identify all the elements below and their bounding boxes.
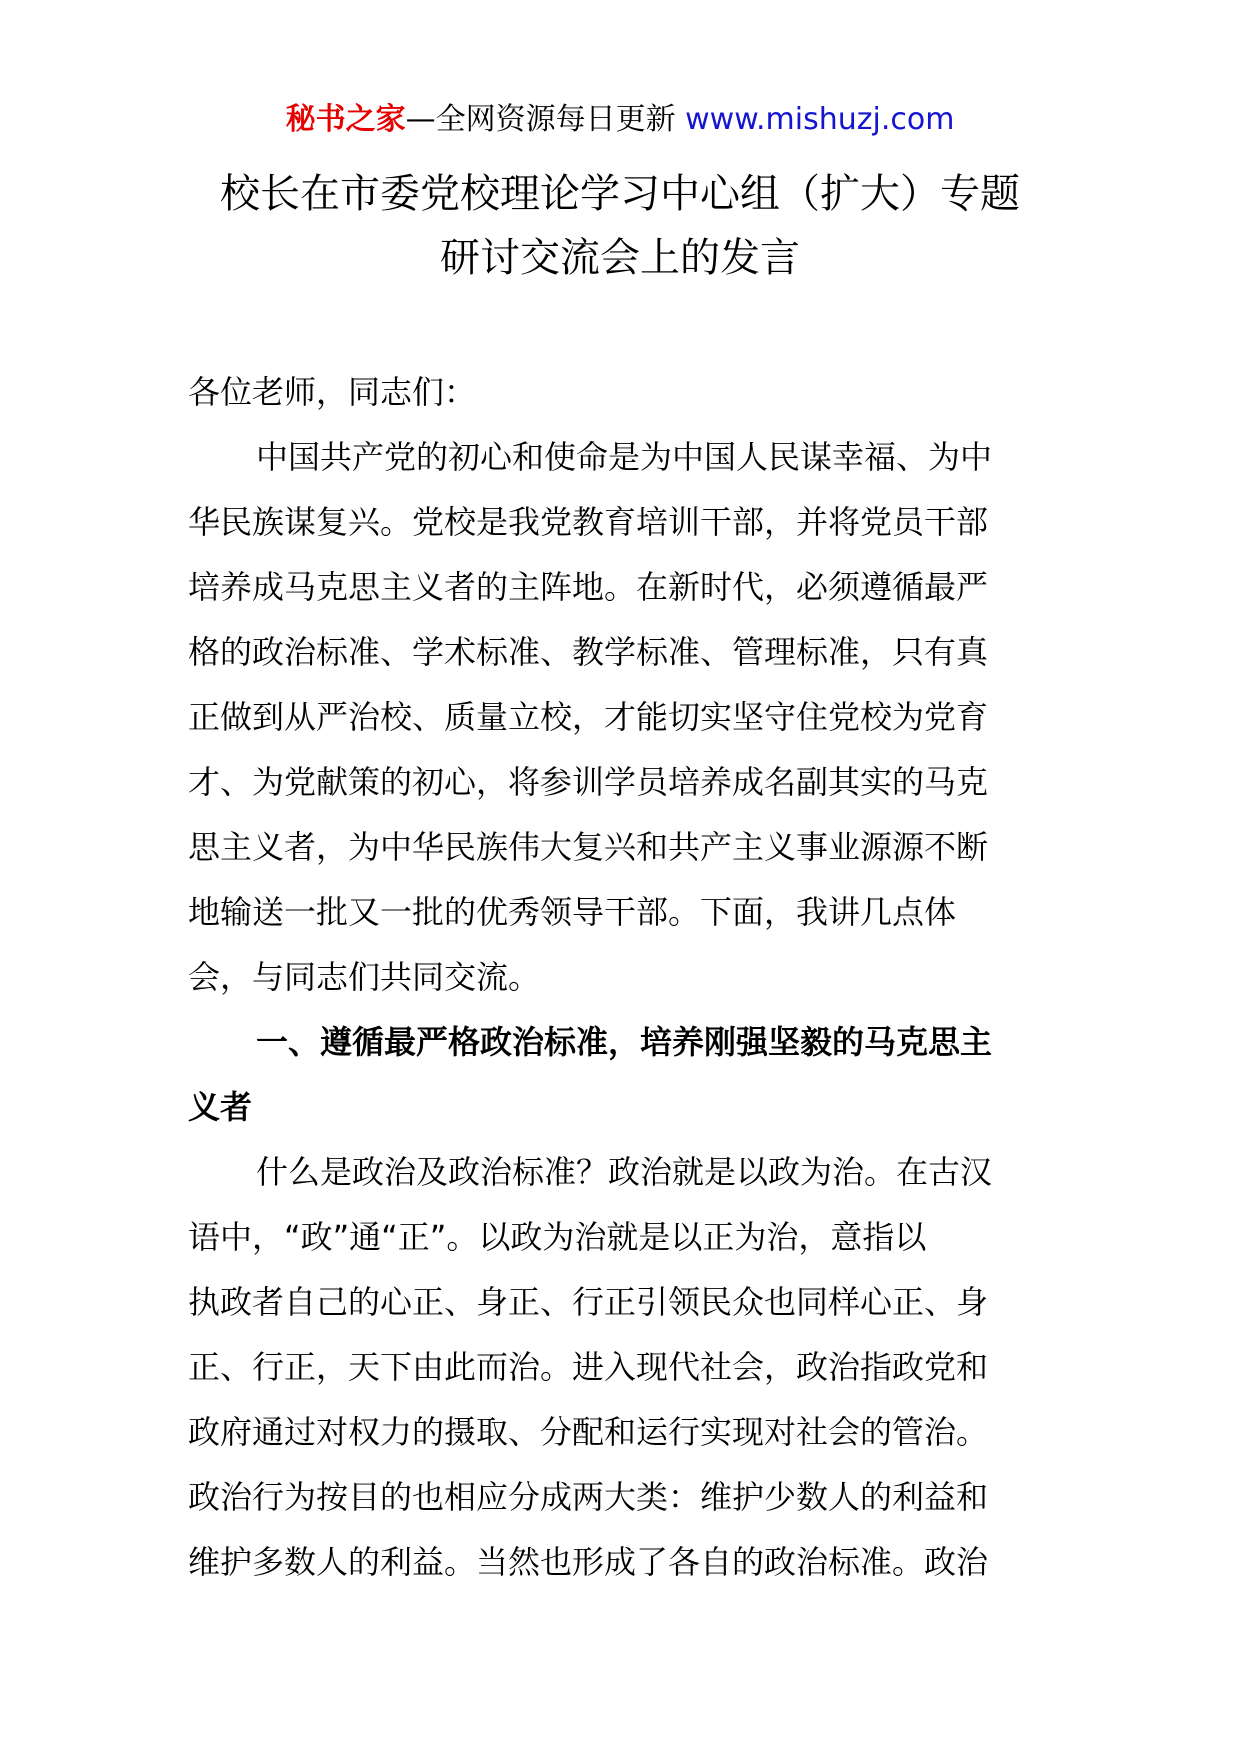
document-title: [150, 162, 1090, 290]
title-line-1: 校长在市委党校理论学习中心组（扩大）专题: [220, 171, 1020, 217]
text-line: 执政者自己的心正、身正、行正引领民众也同样心正、身: [188, 1283, 989, 1321]
text-line: 正做到从严治校、质量立校，才能切实坚守住党校为党育: [188, 698, 989, 736]
salutation: 各位老师，同志们：: [188, 373, 477, 411]
header-slogan: —全网资源每日更新: [405, 102, 686, 137]
text-line: 政府通过对权力的摄取、分配和运行实现对社会的管治。: [188, 1413, 989, 1451]
text-line: 维护多数人的利益。当然也形成了各自的政治标准。政治: [188, 1543, 989, 1581]
text-line: 培养成马克思主义者的主阵地。在新时代，必须遵循最严: [188, 568, 989, 606]
paragraph-intro: [188, 425, 1058, 1010]
title-line-2: 研讨交流会上的发言: [440, 235, 800, 281]
text-line: 地输送一批又一批的优秀领导干部。下面，我讲几点体: [188, 893, 957, 931]
document-body: [188, 360, 1058, 1595]
text-line: 华民族谋复兴。党校是我党教育培训干部，并将党员干部: [188, 503, 989, 541]
text-line: 思主义者，为中华民族伟大复兴和共产主义事业源源不断: [188, 828, 989, 866]
section-heading-1: [188, 1010, 1058, 1140]
site-header: [0, 100, 1240, 140]
text-line: 格的政治标准、学术标准、教学标准、管理标准，只有真: [188, 633, 989, 671]
text-line: 正、行正，天下由此而治。进入现代社会，政治指政党和: [188, 1348, 989, 1386]
brand-name: 秘书之家: [285, 102, 406, 137]
text-line: 什么是政治及政治标准？政治就是以政为治。在古汉: [256, 1153, 993, 1191]
paragraph-politics: [188, 1140, 1058, 1595]
heading-line: 一、遵循最严格政治标准，培养刚强坚毅的马克思主: [256, 1023, 993, 1061]
text-line: 政治行为按目的也相应分成两大类：维护少数人的利益和: [188, 1478, 989, 1516]
text-line: 语中，“政”通“正”。以政为治就是以正为治，意指以: [188, 1218, 927, 1256]
text-line: 中国共产党的初心和使命是为中国人民谋幸福、为中: [256, 438, 993, 476]
site-url[interactable]: www.mishuzj.com: [685, 102, 955, 137]
text-line: 才、为党献策的初心，将参训学员培养成名副其实的马克: [188, 763, 989, 801]
text-line: 会，与同志们共同交流。: [188, 958, 541, 996]
heading-line: 义者: [188, 1088, 253, 1126]
